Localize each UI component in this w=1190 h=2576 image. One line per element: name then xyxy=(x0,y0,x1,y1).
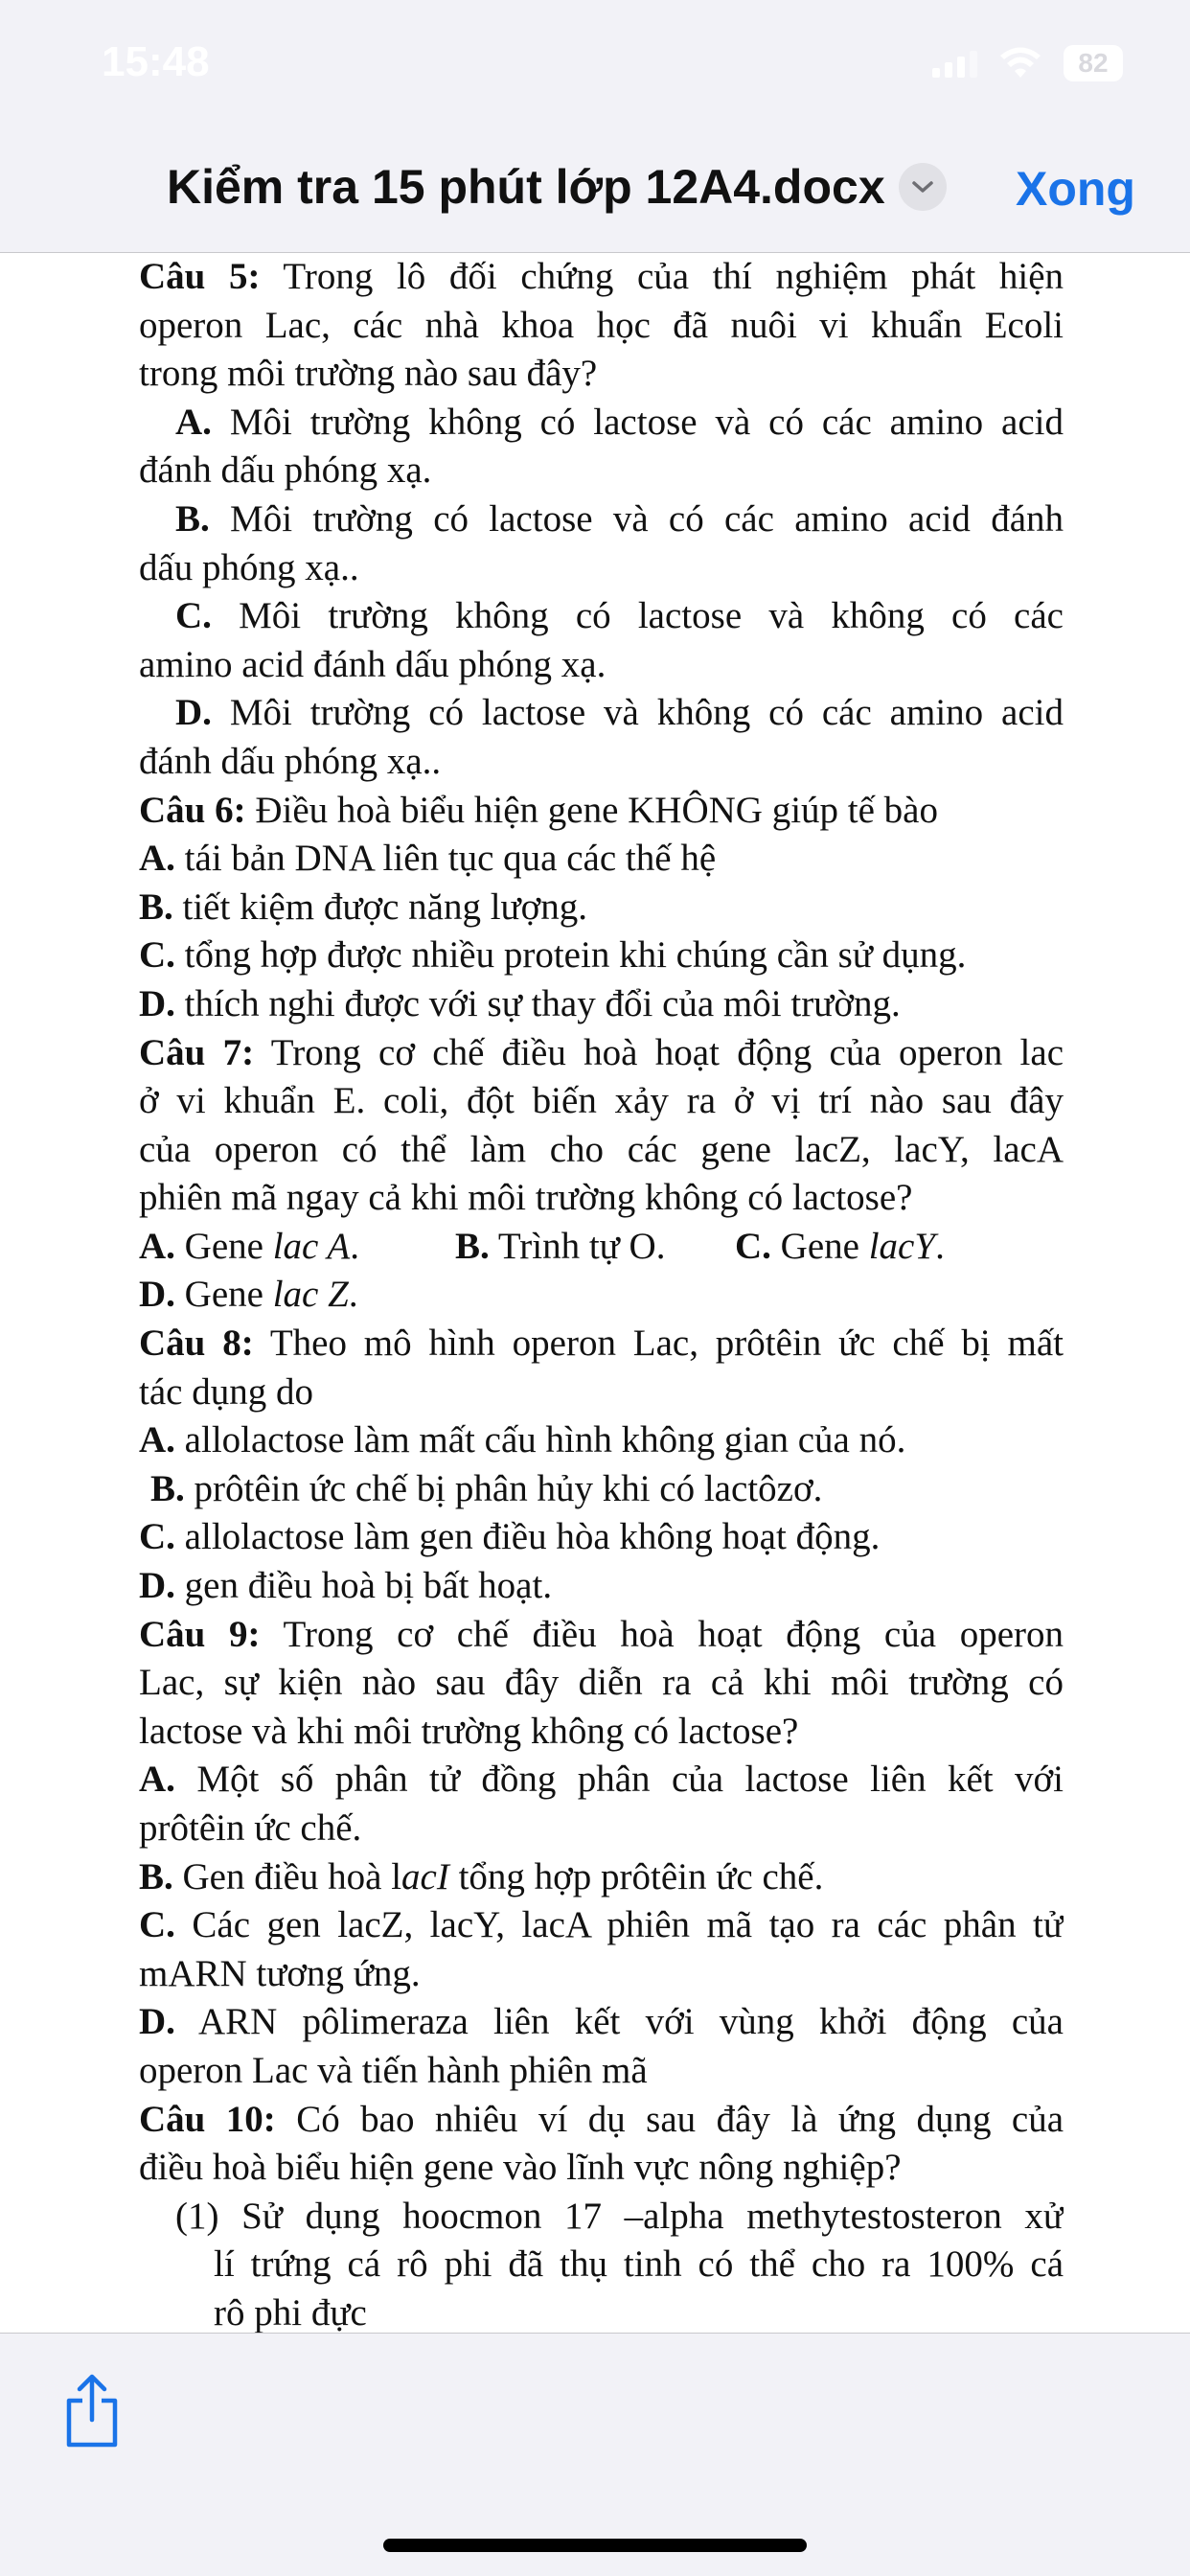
option-9d-line-2: operon Lac và tiến hành phiên mã xyxy=(139,2049,648,2091)
question-7-line-4: phiên mã ngay cả khi môi trường không có lactose? xyxy=(139,1177,913,1219)
done-button[interactable]: Xong xyxy=(1016,162,1135,216)
options-7abc xyxy=(139,1223,1064,1272)
status-icons xyxy=(932,42,1123,84)
question-8-line-1: Câu 8: Theo mô hình operon Lac, prôtêin ức chế bị mất xyxy=(139,1322,1064,1365)
bottom-toolbar xyxy=(0,2333,1190,2576)
question-9-line-2: Lac, sự kiện nào sau đây diễn ra cả khi môi trường có xyxy=(139,1662,1064,1704)
option-5b-line-1: B. Môi trường có lactose và có các amino acid đánh xyxy=(175,497,1064,540)
question-7-line-3: của operon có thể làm cho các gene lacZ, lacY, lacA xyxy=(139,1128,1064,1170)
question-8-line-2: tác dụng do xyxy=(139,1370,313,1413)
top-bar xyxy=(0,0,1190,253)
option-8a: A. allolactose làm mất cấu hình không gian của nó. xyxy=(139,1419,906,1461)
option-8d: D. gen điều hoà bị bất hoạt. xyxy=(139,1565,553,1607)
document-title: Kiểm tra 15 phút lớp 12A4.docx xyxy=(167,160,885,214)
option-9b: B. Gen điều hoà lacI tổng hợp prôtêin ức chế. xyxy=(139,1855,824,1898)
option-9a-line-2: prôtêin ức chế. xyxy=(139,1807,362,1849)
option-6d: D. thích nghi được với sự thay đổi của môi trường. xyxy=(139,982,901,1024)
question-10-item-1-line-2: lí trứng cá rô phi đã thụ tinh có thể cho ra 100% cá xyxy=(214,2243,1064,2286)
option-9d-line-1: D. ARN pôlimeraza liên kết với vùng khởi động của xyxy=(139,2001,1064,2043)
question-10-item-1-line-1: (1) Sử dụng hoocmon 17 –alpha methytestosteron xử xyxy=(175,2195,1064,2237)
option-5d-line-1: D. Môi trường có lactose và không có các amino acid xyxy=(175,692,1064,734)
option-5c-line-1: C. Môi trường không có lactose và không có các xyxy=(175,595,1064,637)
option-8b: B. prôtêin ức chế bị phân hủy khi có lactôzơ. xyxy=(150,1467,823,1509)
question-6-line-1: Câu 6: Điều hoà biểu hiện gene KHÔNG giúp tế bào xyxy=(139,789,938,831)
question-10-line-2: điều hoà biểu hiện gene vào lĩnh vực nông nghiệp? xyxy=(139,2147,902,2189)
chevron-down-icon xyxy=(911,179,934,195)
share-icon[interactable] xyxy=(59,2372,125,2449)
question-9-line-1: Câu 9: Trong cơ chế điều hoà hoạt động của operon xyxy=(139,1613,1064,1655)
option-6b: B. tiết kiệm được năng lượng. xyxy=(139,886,588,928)
option-6a: A. tái bản DNA liên tục qua các thế hệ xyxy=(139,838,717,880)
option-7b: B. Trình tự O. xyxy=(455,1225,666,1267)
question-5-line-3: trong môi trường nào sau đây? xyxy=(139,353,598,395)
option-5c-line-2: amino acid đánh dấu phóng xạ. xyxy=(139,643,606,685)
document-content xyxy=(139,253,1064,2333)
title-menu-button[interactable] xyxy=(899,163,947,211)
option-8c: C. allolactose làm gen điều hòa không hoạt động. xyxy=(139,1516,881,1558)
question-10-item-1-line-3: rô phi đực xyxy=(214,2291,367,2333)
option-7a: A. Gene lac A. xyxy=(139,1225,359,1267)
option-9a-line-1: A. Một số phân tử đồng phân của lactose liên kết với xyxy=(139,1759,1064,1801)
option-5d-line-2: đánh dấu phóng xạ.. xyxy=(139,740,442,782)
option-6c: C. tổng hợp được nhiều protein khi chúng cần sử dụng. xyxy=(139,934,967,977)
question-9-line-3: lactose và khi môi trường không có lactose? xyxy=(139,1710,799,1752)
home-indicator[interactable] xyxy=(383,2539,807,2552)
option-5a-line-2: đánh dấu phóng xạ. xyxy=(139,449,432,492)
question-7-line-1: Câu 7: Trong cơ chế điều hoà hoạt động của operon lac xyxy=(139,1031,1064,1073)
question-7-line-2: ở vi khuẩn E. coli, đột biến xảy ra ở vị trí nào sau đây xyxy=(139,1080,1064,1122)
question-5-line-2: operon Lac, các nhà khoa học đã nuôi vi khuẩn Ecoli xyxy=(139,304,1064,346)
cellular-signal-icon xyxy=(932,49,977,78)
option-7d: D. Gene lac Z. xyxy=(139,1274,358,1316)
option-9c-line-1: C. Các gen lacZ, lacY, lacA phiên mã tạo ra các phân tử xyxy=(139,1904,1064,1946)
question-5-line-1: Câu 5: Trong lô đối chứng của thí nghiệm phát hiện xyxy=(139,256,1064,297)
option-5a-line-1: A. Môi trường không có lactose và có các amino acid xyxy=(175,401,1064,443)
status-time: 15:48 xyxy=(102,38,210,85)
battery-indicator: 82 xyxy=(1064,45,1123,81)
question-10-line-1: Câu 10: Có bao nhiêu ví dụ sau đây là ứng dụng của xyxy=(139,2098,1064,2140)
wifi-icon xyxy=(998,47,1042,80)
option-9c-line-2: mARN tương ứng. xyxy=(139,1952,421,1994)
option-7c: C. Gene lacY. xyxy=(735,1225,945,1267)
option-5b-line-2: dấu phóng xạ.. xyxy=(139,546,359,588)
